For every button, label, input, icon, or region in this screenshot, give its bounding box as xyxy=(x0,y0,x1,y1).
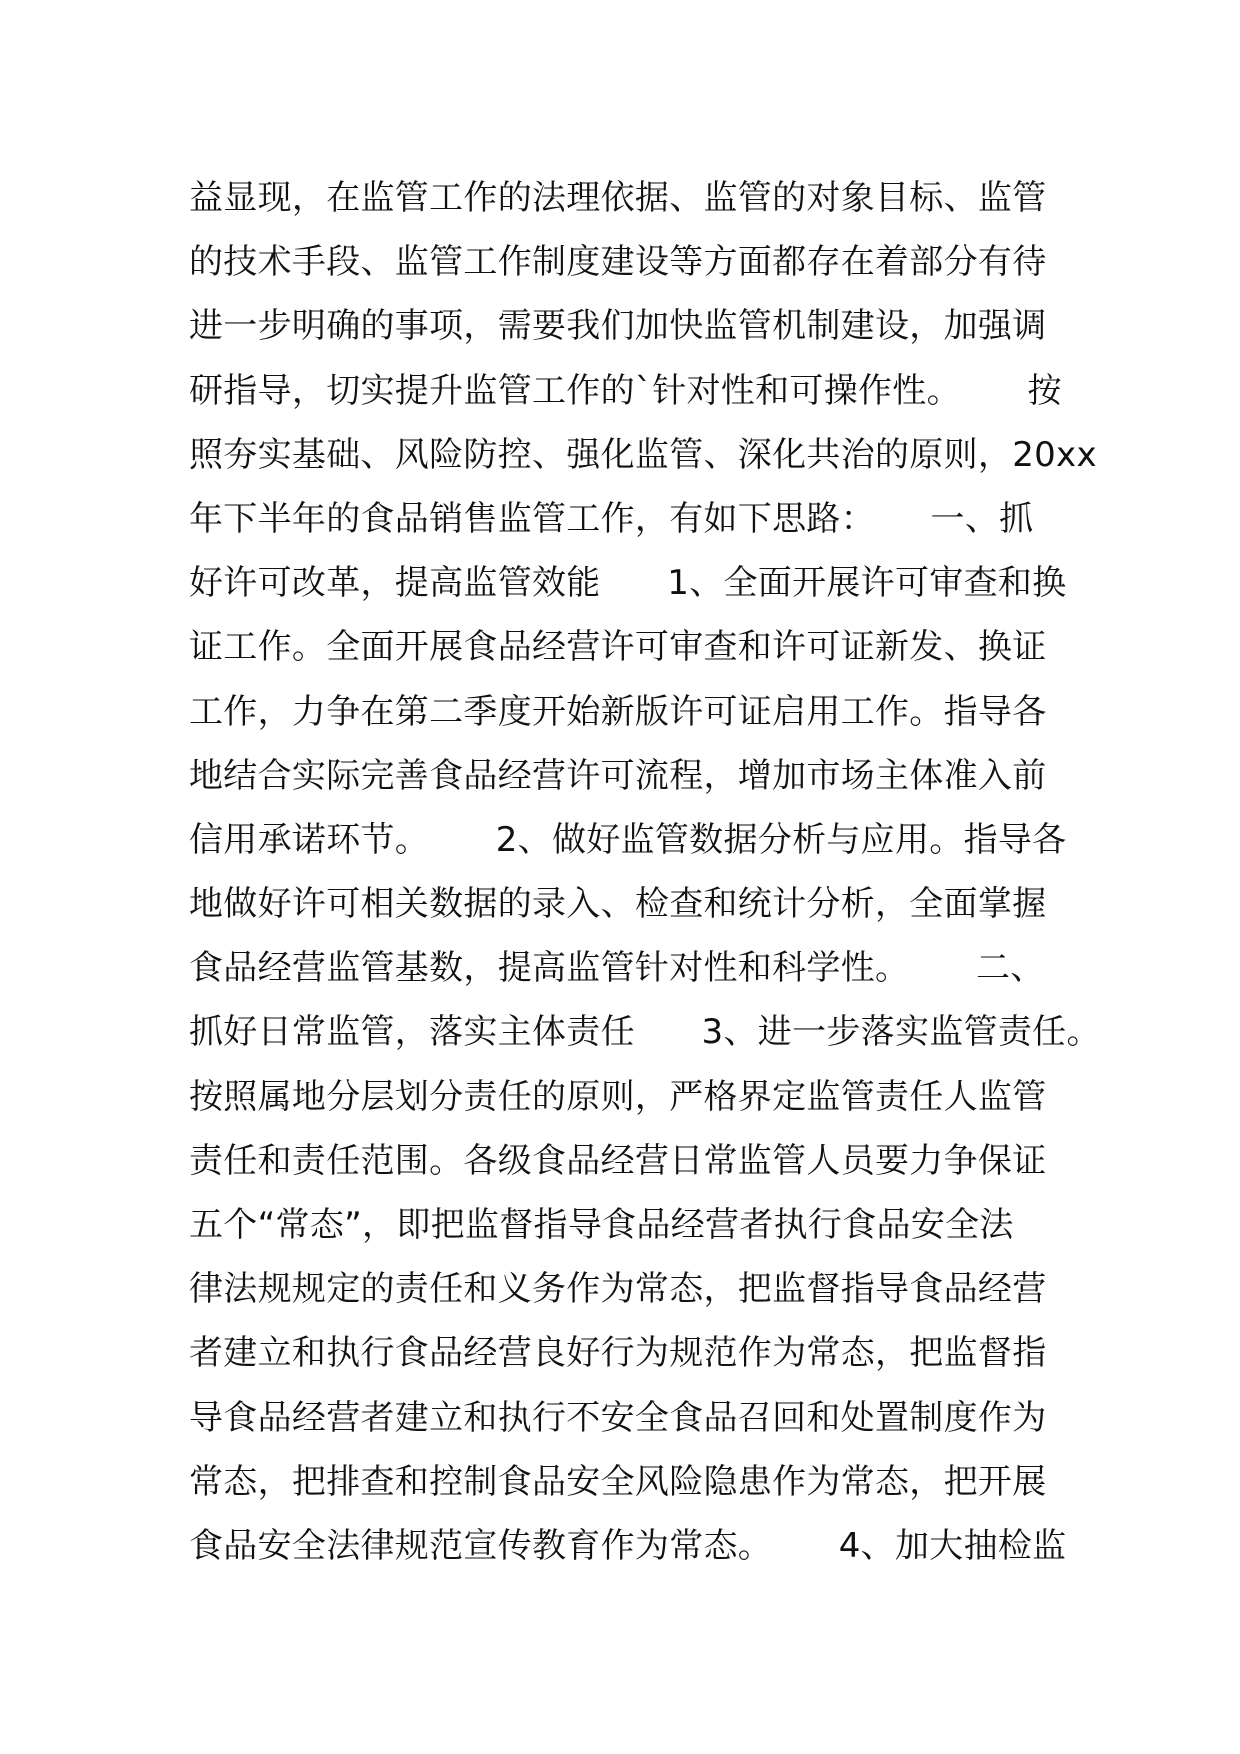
text-line: 抓好日常监管，落实主体责任 3、进一步落实监管责任。 xyxy=(189,1012,1101,1053)
text-line: 按照属地分层划分责任的原则，严格界定监管责任人监管 xyxy=(189,1076,1047,1117)
text-line: 地做好许可相关数据的录入、检查和统计分析，全面掌握 xyxy=(189,884,1047,925)
text-line: 者建立和执行食品经营良好行为规范作为常态，把监督指 xyxy=(189,1333,1047,1374)
text-line: 地结合实际完善食品经营许可流程，增加市场主体准入前 xyxy=(189,755,1047,796)
text-line: 责任和责任范围。各级食品经营日常监管人员要力争保证 xyxy=(189,1140,1047,1181)
text-line: 食品经营监管基数，提高监管针对性和科学性。 二、 xyxy=(189,948,1045,989)
text-line: 常态，把排查和控制食品安全风险隐患作为常态，把开展 xyxy=(189,1461,1047,1502)
text-line: 工作，力争在第二季度开始新版许可证启用工作。指导各 xyxy=(189,691,1047,732)
text-line: 益显现，在监管工作的法理依据、监管的对象目标、监管 xyxy=(189,178,1047,218)
body-text xyxy=(189,166,1101,1578)
text-line: 五个“常态”，即把监督指导食品经营者执行食品安全法 xyxy=(189,1205,1014,1245)
text-line: 照夯实基础、风险防控、强化监管、深化共治的原则，20xx xyxy=(189,434,1097,475)
text-line: 证工作。全面开展食品经营许可审查和许可证新发、换证 xyxy=(189,627,1047,668)
text-line: 研指导，切实提升监管工作的`针对性和可操作性。 按 xyxy=(189,370,1062,411)
text-line: 律法规规定的责任和义务作为常态，把监督指导食品经营 xyxy=(189,1269,1047,1310)
text-line: 年下半年的食品销售监管工作，有如下思路： 一、抓 xyxy=(189,498,1034,539)
text-line: 进一步明确的事项，需要我们加快监管机制建设，加强调 xyxy=(189,306,1047,347)
text-line: 的技术手段、监管工作制度建设等方面都存在着部分有待 xyxy=(189,242,1047,283)
text-line: 导食品经营者建立和执行不安全食品召回和处置制度作为 xyxy=(189,1397,1047,1438)
text-line: 食品安全法律规范宣传教育作为常态。 4、加大抽检监 xyxy=(189,1525,1067,1566)
text-line: 信用承诺环节。 2、做好监管数据分析与应用。指导各 xyxy=(189,819,1067,860)
text-line: 好许可改革，提高监管效能 1、全面开展许可审查和换 xyxy=(189,563,1067,604)
